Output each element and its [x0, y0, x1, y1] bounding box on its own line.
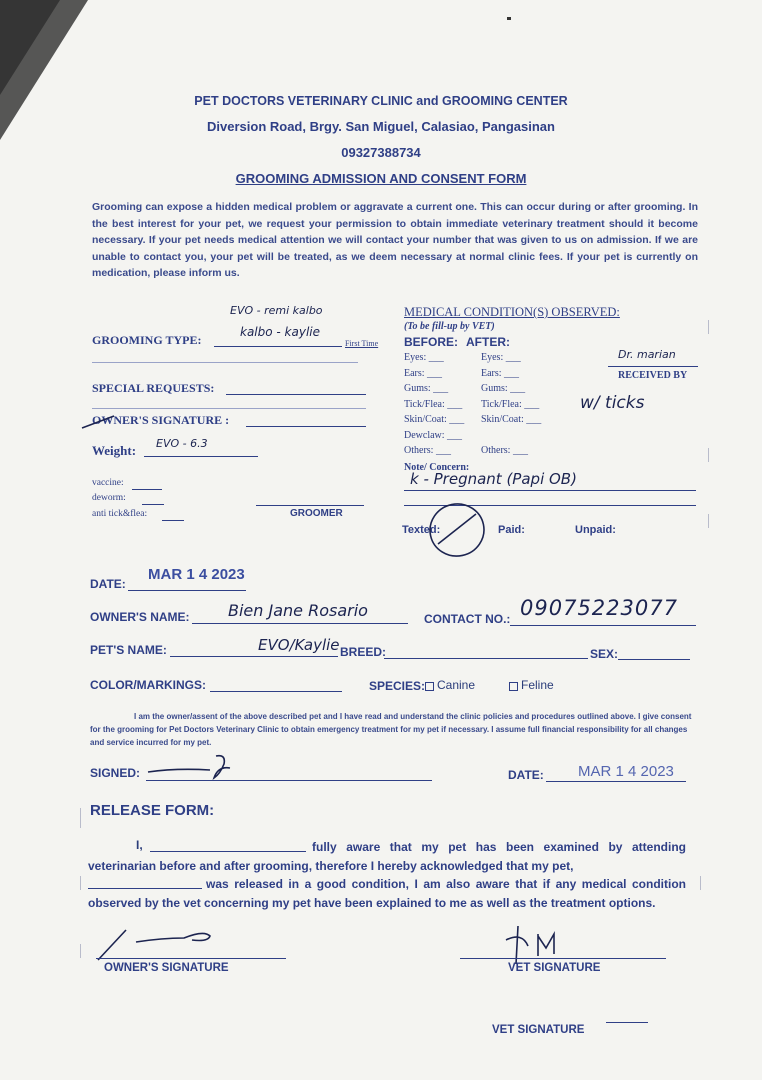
- special-requests-label: SPECIAL REQUESTS:: [92, 381, 215, 395]
- received-by-line: [608, 366, 698, 367]
- special-requests-line-2: [92, 408, 366, 409]
- intro-paragraph: Grooming can expose a hidden medical problem or aggravate a current one. This can occur during or after grooming. In the best interest for your pet, we request your permission to obtain immediate veterinary treatment should it become necessary. If your pet needs medical attention we will contact your number that was given to us on admission. If we are unable to contact you, your pet will be treated, as we deem necessary at normal clinic fees. If your pet is currently on medication, please inform us.: [92, 201, 698, 279]
- texted-label: Texted:: [402, 524, 441, 536]
- canine-checkbox[interactable]: [425, 682, 434, 691]
- clinic-name: PET DOCTORS VETERINARY CLINIC and GROOMING CENTER: [194, 94, 568, 108]
- speck: [507, 17, 511, 20]
- first-time-label: First Time: [345, 339, 379, 348]
- before-item: Tick/Flea: ___: [404, 398, 463, 410]
- edge-mark: [80, 944, 81, 958]
- signed-date-line: [546, 781, 686, 782]
- before-item: Eyes: ___: [404, 352, 444, 363]
- note-line-1: [404, 490, 696, 491]
- breed-line: [384, 658, 588, 659]
- after-item: Skin/Coat: ___: [481, 414, 542, 425]
- date-line: [128, 590, 246, 591]
- grooming-type-line: [214, 346, 342, 347]
- note-hand: k - Pregnant (Papi OB): [410, 470, 577, 488]
- feline-checkbox[interactable]: [509, 682, 518, 691]
- pet-name-value: EVO/Kaylie: [258, 636, 340, 654]
- edge-mark: [80, 808, 81, 828]
- signed-label: SIGNED:: [90, 766, 141, 780]
- date-label: DATE:: [90, 577, 126, 591]
- texted-circle-mark: [424, 500, 496, 562]
- edge-mark: [708, 448, 709, 462]
- anti-tick-line: [162, 520, 184, 521]
- species-label: SPECIES:: [369, 679, 426, 693]
- after-item: Others: ___: [481, 445, 528, 456]
- signed-signature: [146, 752, 246, 782]
- grooming-type-hand-2: kalbo - kaylie: [240, 325, 321, 339]
- grooming-type-label: GROOMING TYPE:: [92, 333, 202, 347]
- vaccine-line: [132, 489, 162, 490]
- edge-mark: [80, 876, 81, 890]
- after-item: Tick/Flea: ___: [481, 398, 540, 410]
- vet-release-signature-label: VET SIGNATURE: [508, 962, 601, 974]
- clinic-address: Diversion Road, Brgy. San Miguel, Calasiao, Pangasinan: [207, 119, 555, 134]
- grooming-type-hand-1: EVO - remi kalbo: [230, 304, 323, 317]
- after-item: Gums: ___: [481, 383, 526, 394]
- signed-date-stamp: MAR 1 4 2023: [578, 763, 674, 780]
- edge-mark: [700, 876, 701, 890]
- received-by-label: RECEIVED BY: [618, 370, 688, 381]
- clinic-phone: 09327388734: [341, 145, 421, 160]
- before-item: Skin/Coat: ___: [404, 414, 465, 425]
- breed-label: BREED:: [340, 645, 387, 659]
- release-title: RELEASE FORM:: [90, 802, 215, 819]
- form-title: GROOMING ADMISSION AND CONSENT FORM: [235, 171, 527, 186]
- deworm-line: [142, 504, 164, 505]
- strike-mark: [80, 412, 120, 432]
- release-text-2: was released in a good condition, I am also aware that if any medical condition observed by the vet concerning my pet have been explained to me as well as the treatment options.: [88, 877, 686, 910]
- paid-label: Paid:: [498, 524, 525, 536]
- weight-label: Weight:: [92, 443, 137, 458]
- edge-mark: [708, 514, 709, 528]
- tick-note-hand: w/ ticks: [580, 393, 645, 413]
- owner-signature-line: [246, 426, 366, 427]
- release-i-label: I,: [136, 838, 143, 852]
- owner-release-line: [96, 958, 286, 959]
- weight-value: EVO - 6.3: [156, 437, 208, 450]
- sex-line: [618, 659, 690, 660]
- sex-label: SEX:: [590, 647, 619, 661]
- owner-signature-label: OWNER'S SIGNATURE :: [92, 413, 230, 427]
- note-label: Note/ Concern:: [404, 462, 470, 473]
- anti-tick-label: anti tick&flea:: [92, 509, 148, 519]
- before-item: Dewclaw: ___: [404, 429, 463, 441]
- owner-release-signature-label: OWNER'S SIGNATURE: [104, 962, 229, 974]
- edge-mark: [708, 320, 709, 334]
- medical-subtitle: (To be fill-up by VET): [404, 321, 495, 332]
- after-item: Eyes: ___: [481, 352, 521, 363]
- unpaid-label: Unpaid:: [575, 524, 616, 536]
- color-label: COLOR/MARKINGS:: [90, 678, 206, 692]
- release-text-1: fully aware that my pet has been examined by attending veterinarian before and after grooming, therefore I hereby acknowledged that my pet,: [88, 840, 686, 873]
- owner-release-signature: [92, 920, 222, 966]
- after-item: Ears: ___: [481, 367, 520, 379]
- contact-label: CONTACT NO.:: [424, 612, 511, 626]
- owner-name-line: [192, 623, 408, 624]
- canine-label: Canine: [437, 678, 476, 692]
- owner-name-value: Bien Jane Rosario: [228, 601, 368, 620]
- pet-name-line: [170, 656, 338, 657]
- groomer-label: GROOMER: [290, 508, 343, 519]
- before-item: Ears: ___: [404, 367, 443, 379]
- signed-date-label: DATE:: [508, 768, 544, 782]
- owner-name-label: OWNER'S NAME:: [90, 610, 190, 624]
- before-label: BEFORE:: [404, 335, 458, 349]
- medical-title: MEDICAL CONDITION(S) OBSERVED:: [404, 305, 620, 319]
- signed-line: [146, 780, 432, 781]
- pet-name-label: PET'S NAME:: [90, 643, 167, 657]
- received-by-hand: Dr. marian: [618, 348, 676, 361]
- feline-label: Feline: [521, 678, 554, 692]
- vet-release-line: [460, 958, 666, 959]
- deworm-label: deworm:: [92, 493, 126, 503]
- date-stamp: MAR 1 4 2023: [148, 566, 245, 583]
- color-line: [210, 691, 342, 692]
- grooming-type-line-2: [92, 362, 358, 363]
- contact-line: [510, 625, 696, 626]
- bleed-line: [606, 1022, 648, 1023]
- before-item: Gums: ___: [404, 383, 449, 394]
- after-label: AFTER:: [466, 335, 510, 349]
- vaccine-label: vaccine:: [92, 478, 124, 488]
- groomer-line: [256, 505, 364, 506]
- weight-line: [144, 456, 258, 457]
- vet-signature-bleed: VET SIGNATURE: [492, 1024, 585, 1036]
- contact-value: 09075223077: [520, 596, 678, 620]
- special-requests-line: [226, 394, 366, 395]
- consent-paragraph: I am the owner/assent of the above described pet and I have read and understand the clinic policies and procedures outlined above. I give consent for the grooming for Pet Doctors Veterinary Clinic to obtain emergency treatment for my pet if necessary. I assume full financial responsibility for all changes and service incurred for my pet.: [90, 712, 692, 747]
- before-item: Others: ___: [404, 445, 451, 456]
